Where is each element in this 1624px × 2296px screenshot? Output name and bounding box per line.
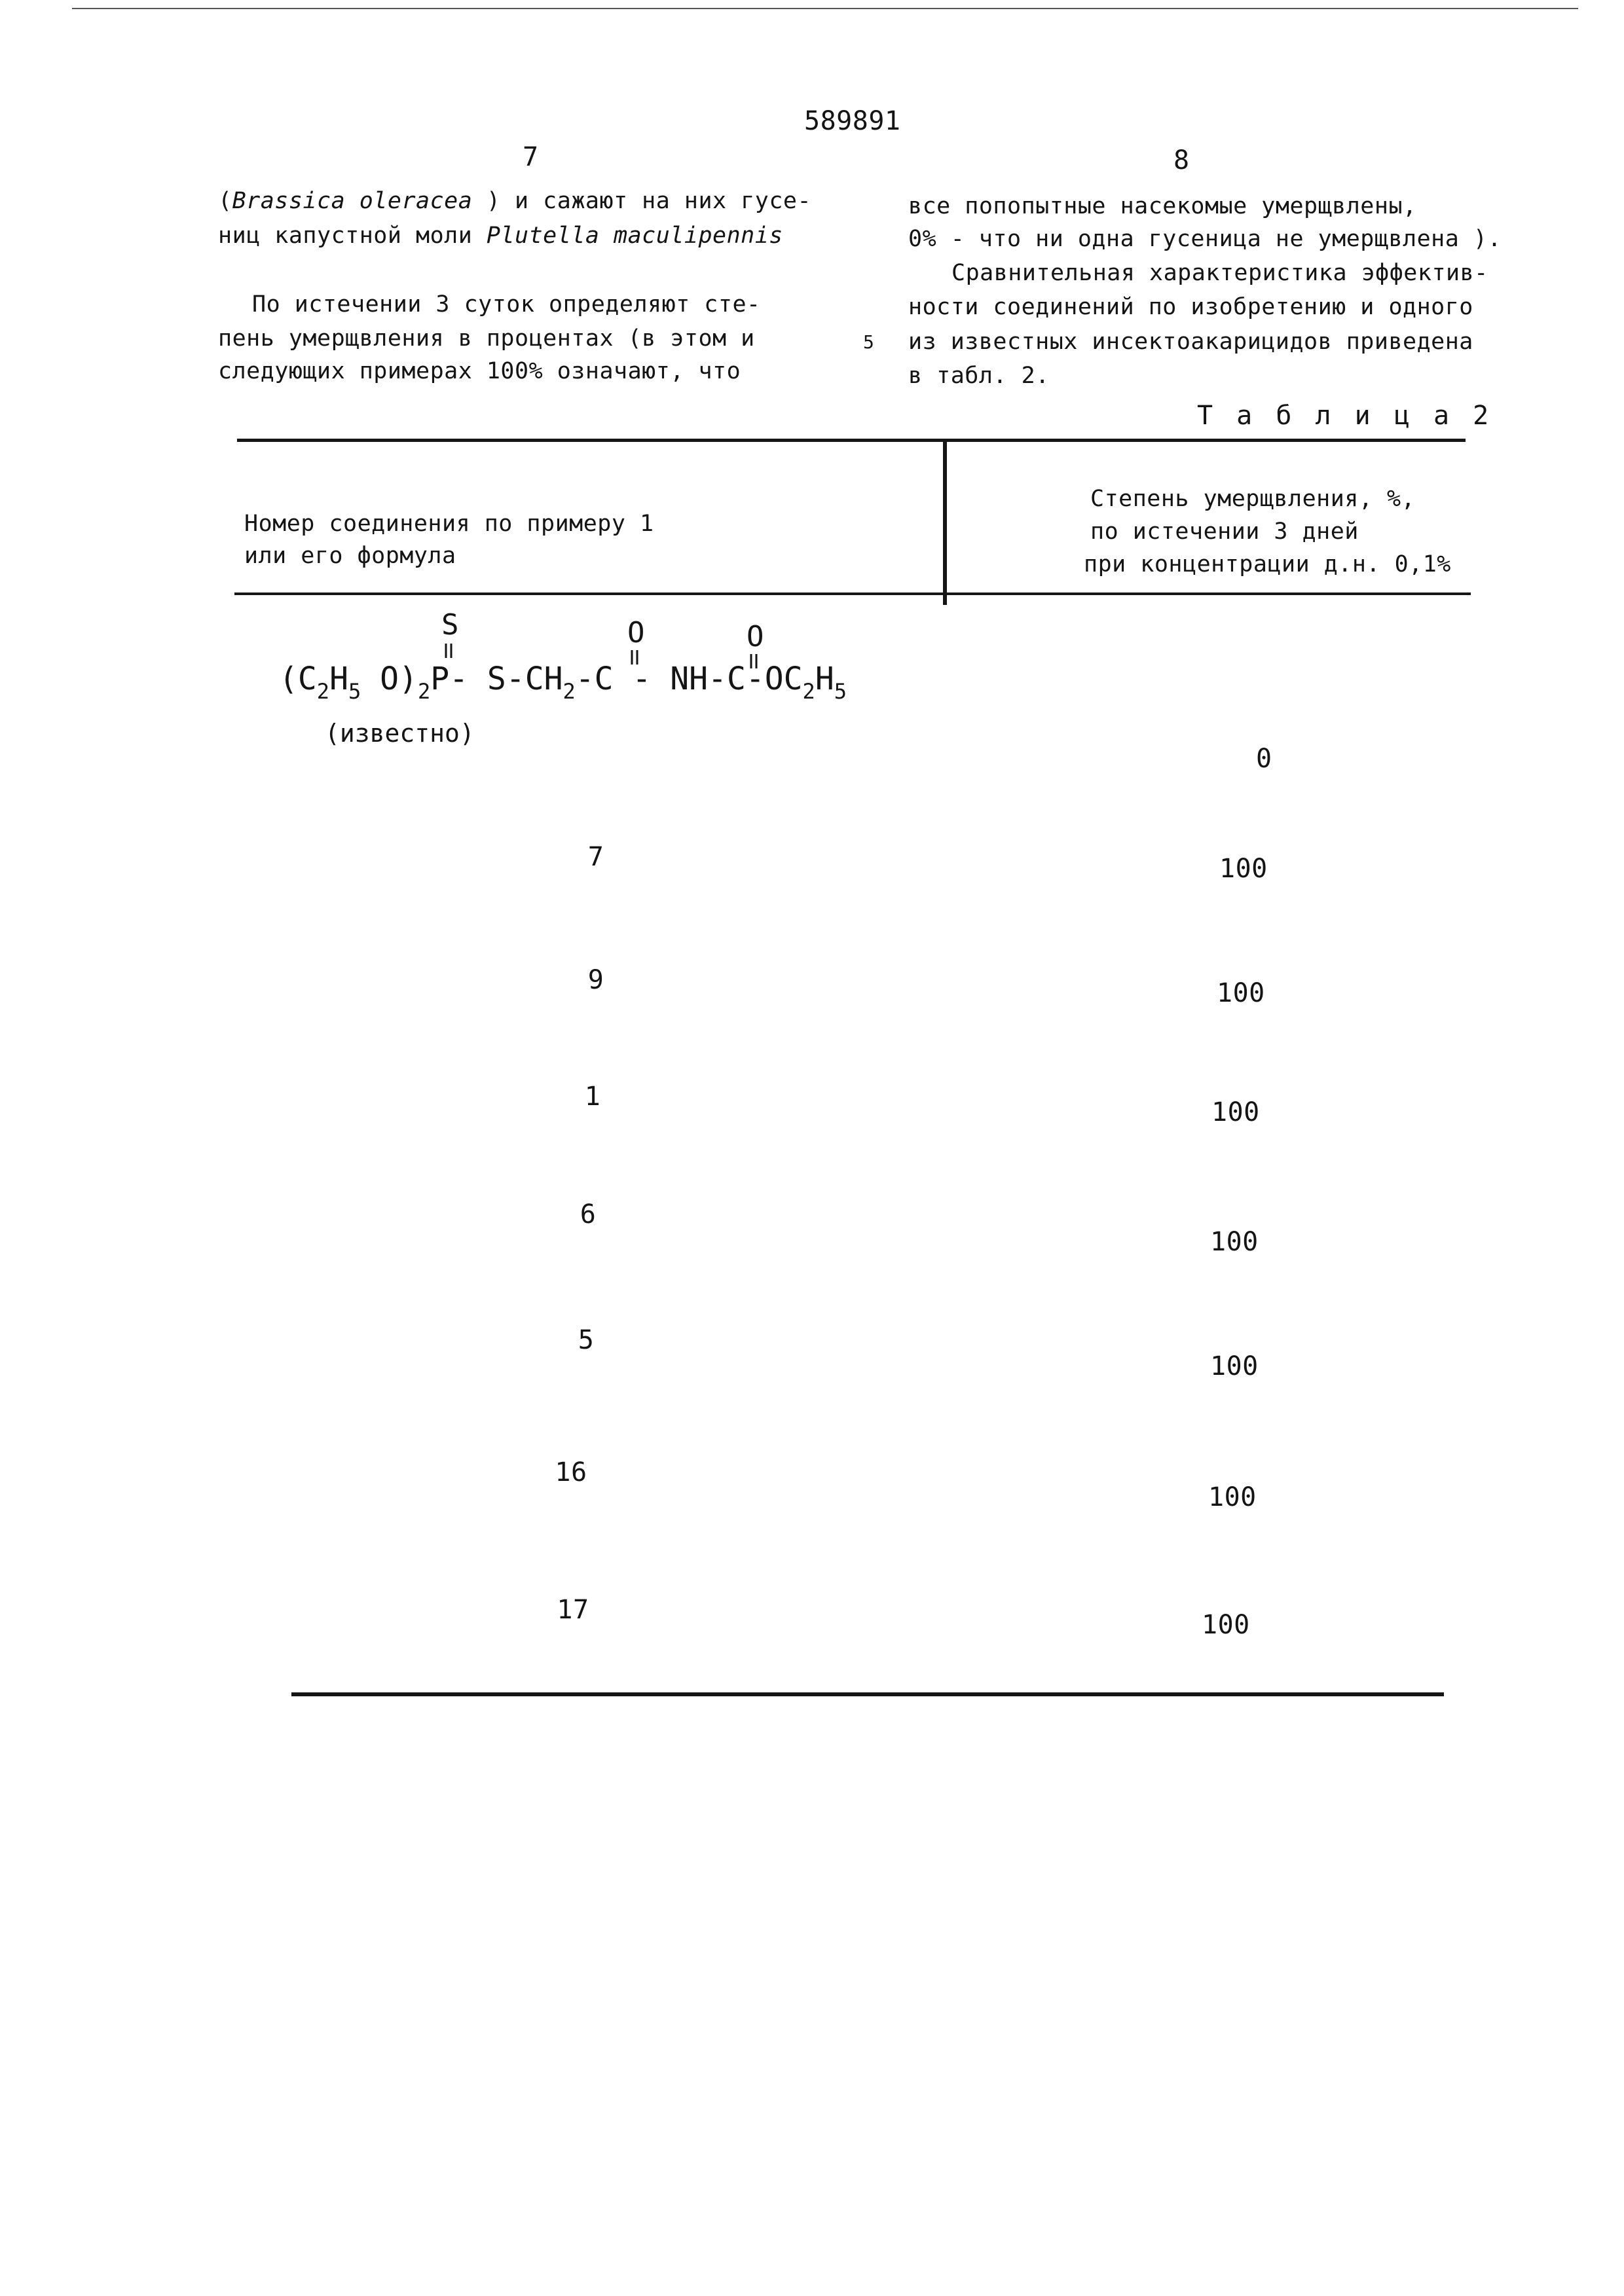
known-compound-value: 0 bbox=[1256, 744, 1272, 774]
right-line-3: Сравнительная характеристика эффектив- bbox=[951, 260, 1488, 286]
left-line-5: следующих примерах 100% означают, что bbox=[218, 358, 741, 384]
patent-number: 589891 bbox=[804, 106, 901, 136]
known-compound-formula bbox=[268, 612, 910, 756]
header-compound-line-2: или его формула bbox=[244, 543, 456, 569]
table-row-2-compound: 9 bbox=[587, 965, 604, 995]
table-row-7-compound: 17 bbox=[557, 1595, 589, 1625]
left-line-3: По истечении 3 суток определяют сте- bbox=[252, 291, 761, 318]
species-brassica: Brassica oleracea bbox=[232, 188, 473, 214]
table-header-bottom-rule bbox=[234, 592, 1471, 595]
formula-oxygen-2: O bbox=[747, 620, 764, 653]
formula-main: ($C_2H_5$ $O)_2P-$ $S-CH_2-C - NH-C-OC_2H_5$ bbox=[279, 661, 847, 704]
table-row-6-value: 100 bbox=[1208, 1482, 1257, 1512]
paren-open: ( bbox=[218, 188, 232, 214]
top-edge-line bbox=[72, 8, 1578, 9]
table-caption: Т а б л и ц а 2 bbox=[1197, 401, 1493, 431]
table-top-rule bbox=[237, 439, 1466, 442]
table-row-4-value: 100 bbox=[1210, 1227, 1259, 1257]
formula-oxygen-1: O bbox=[627, 616, 645, 649]
table-row-3-value: 100 bbox=[1211, 1097, 1260, 1127]
margin-line-marker: 5 bbox=[863, 331, 875, 353]
page-number-left: 7 bbox=[523, 142, 539, 172]
left-line-2-text: ниц капустной моли bbox=[218, 223, 487, 249]
table-row-4-compound: 6 bbox=[580, 1199, 597, 1230]
species-plutella: Plutella maculipennis bbox=[486, 223, 783, 249]
right-line-1: все попопытные насекомые умерщвлены, bbox=[908, 193, 1417, 219]
formula-sulfur: S bbox=[441, 612, 459, 642]
right-line-5: из известных инсектоакарицидов приведена bbox=[908, 329, 1473, 355]
right-line-6: в табл. 2. bbox=[908, 363, 1050, 389]
formula-known-note: (известно) bbox=[325, 719, 475, 748]
table-row-1-compound: 7 bbox=[587, 842, 604, 872]
page-number-right: 8 bbox=[1173, 145, 1190, 175]
table-bottom-rule bbox=[291, 1692, 1444, 1696]
left-line-1 bbox=[218, 183, 811, 219]
table-row-6-compound: 16 bbox=[555, 1457, 587, 1487]
right-line-4: ности соединений по изобретению и одного bbox=[908, 294, 1473, 320]
header-mortality-line-2: по истечении 3 дней bbox=[1090, 519, 1359, 545]
table-row-2-value: 100 bbox=[1217, 978, 1265, 1008]
header-mortality-line-3: при концентрации д.н. 0,1% bbox=[1084, 551, 1451, 577]
header-mortality-line-1: Степень умерщвления, %, bbox=[1090, 486, 1416, 512]
table-header-divider bbox=[943, 440, 947, 605]
left-line-2 bbox=[218, 218, 783, 254]
table-row-7-value: 100 bbox=[1202, 1610, 1250, 1640]
table-row-5-compound: 5 bbox=[578, 1325, 595, 1355]
table-row-3-compound: 1 bbox=[584, 1082, 601, 1112]
table-row-1-value: 100 bbox=[1219, 854, 1268, 884]
table-row-5-value: 100 bbox=[1210, 1351, 1259, 1381]
right-line-2: 0% - что ни одна гусеница не умерщвлена ). bbox=[908, 226, 1502, 252]
left-line-4: пень умерщвления в процентах (в этом и bbox=[218, 325, 755, 352]
left-line-1-rest: ) и сажают на них гусе- bbox=[472, 188, 812, 214]
header-compound-line-1: Номер соединения по примеру 1 bbox=[244, 511, 654, 537]
